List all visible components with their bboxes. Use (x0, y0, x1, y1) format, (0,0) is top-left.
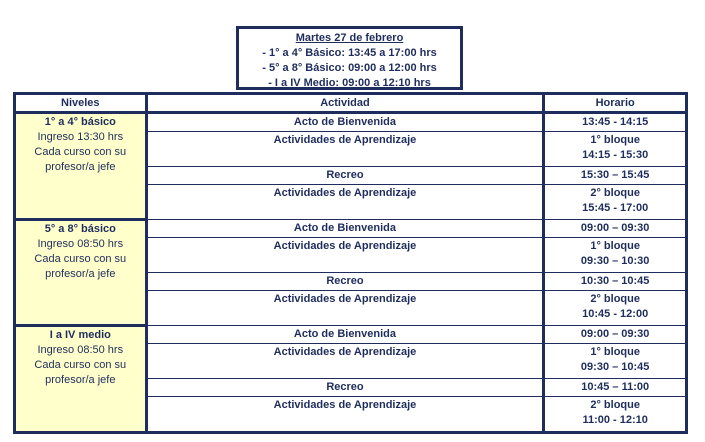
time-line: 10:45 - 12:00 (582, 308, 649, 320)
activity-cell: Actividades de Aprendizaje (146, 238, 544, 273)
level-description-line: Cada curso con su (34, 253, 127, 265)
activity-cell: Actividades de Aprendizaje (146, 291, 544, 326)
activity-cell: Acto de Bienvenida (146, 113, 544, 132)
activity-cell: Actividades de Aprendizaje (146, 185, 544, 220)
activity-cell: Actividades de Aprendizaje (146, 132, 544, 167)
table-row (15, 326, 687, 344)
activity-cell: Acto de Bienvenida (146, 220, 544, 238)
time-line: 15:45 - 17:00 (582, 202, 649, 214)
time-cell (544, 113, 687, 132)
time-line: 13:45 - 14:15 (582, 116, 649, 128)
time-cell (544, 185, 687, 220)
time-line: 09:00 – 09:30 (580, 222, 650, 234)
time-line: 09:30 – 10:45 (580, 361, 650, 373)
level-name: 5° a 8° básico (44, 223, 116, 235)
activity-cell: Recreo (146, 167, 544, 185)
time-line: 2° bloque (590, 293, 640, 305)
activity-cell: Actividades de Aprendizaje (146, 397, 544, 433)
time-line: 2° bloque (590, 399, 640, 411)
level-description-line: Ingreso 08:50 hrs (37, 238, 124, 250)
level-description-line: Cada curso con su (34, 359, 127, 371)
level-description-line: Ingreso 13:30 hrs (37, 131, 124, 143)
time-cell (544, 326, 687, 344)
table-row (15, 113, 687, 132)
time-cell (544, 167, 687, 185)
time-line: 1° bloque (590, 240, 640, 252)
schedule-table (13, 92, 688, 434)
time-line: 15:30 – 15:45 (580, 169, 650, 181)
activity-cell: Recreo (146, 379, 544, 397)
time-cell (544, 238, 687, 273)
table-row (15, 220, 687, 238)
activity-cell: Actividades de Aprendizaje (146, 344, 544, 379)
time-cell (544, 132, 687, 167)
column-header-niveles: Niveles (15, 94, 147, 113)
level-name: 1° a 4° básico (44, 116, 116, 128)
column-header-actividad: Actividad (146, 94, 544, 113)
level-description-line: Cada curso con su (34, 146, 127, 158)
time-line: 14:15 - 15:30 (582, 149, 649, 161)
level-description-line: profesor/a jefe (45, 161, 116, 173)
time-line: 1° bloque (590, 346, 640, 358)
schedule-summary-box (236, 26, 463, 90)
level-description-line: profesor/a jefe (45, 374, 116, 386)
summary-line: - I a IV Medio: 09:00 a 12:10 hrs (268, 77, 431, 89)
time-line: 2° bloque (590, 187, 640, 199)
level-name: I a IV medio (49, 329, 111, 341)
time-cell (544, 397, 687, 433)
time-cell (544, 273, 687, 291)
level-cell (15, 220, 147, 326)
table-header-row (15, 94, 687, 113)
column-header-horario: Horario (544, 94, 687, 113)
summary-line: - 5° a 8° Básico: 09:00 a 12:00 hrs (262, 62, 437, 74)
level-cell (15, 326, 147, 433)
time-cell (544, 291, 687, 326)
time-line: 10:45 – 11:00 (581, 381, 650, 393)
level-cell (15, 113, 147, 220)
time-line: 10:30 – 10:45 (580, 275, 650, 287)
time-line: 1° bloque (590, 134, 640, 146)
level-description-line: profesor/a jefe (45, 268, 116, 280)
activity-cell: Acto de Bienvenida (146, 326, 544, 344)
time-line: 09:30 – 10:30 (580, 255, 650, 267)
level-description-line: Ingreso 08:50 hrs (37, 344, 124, 356)
schedule-body (15, 113, 687, 433)
summary-line: - 1° a 4° Básico: 13:45 a 17:00 hrs (262, 47, 437, 59)
schedule-date: Martes 27 de febrero (295, 32, 404, 44)
time-cell (544, 220, 687, 238)
activity-cell: Recreo (146, 273, 544, 291)
time-line: 09:00 – 09:30 (580, 328, 650, 340)
time-line: 11:00 - 12:10 (582, 414, 648, 426)
time-cell (544, 344, 687, 379)
time-cell (544, 379, 687, 397)
